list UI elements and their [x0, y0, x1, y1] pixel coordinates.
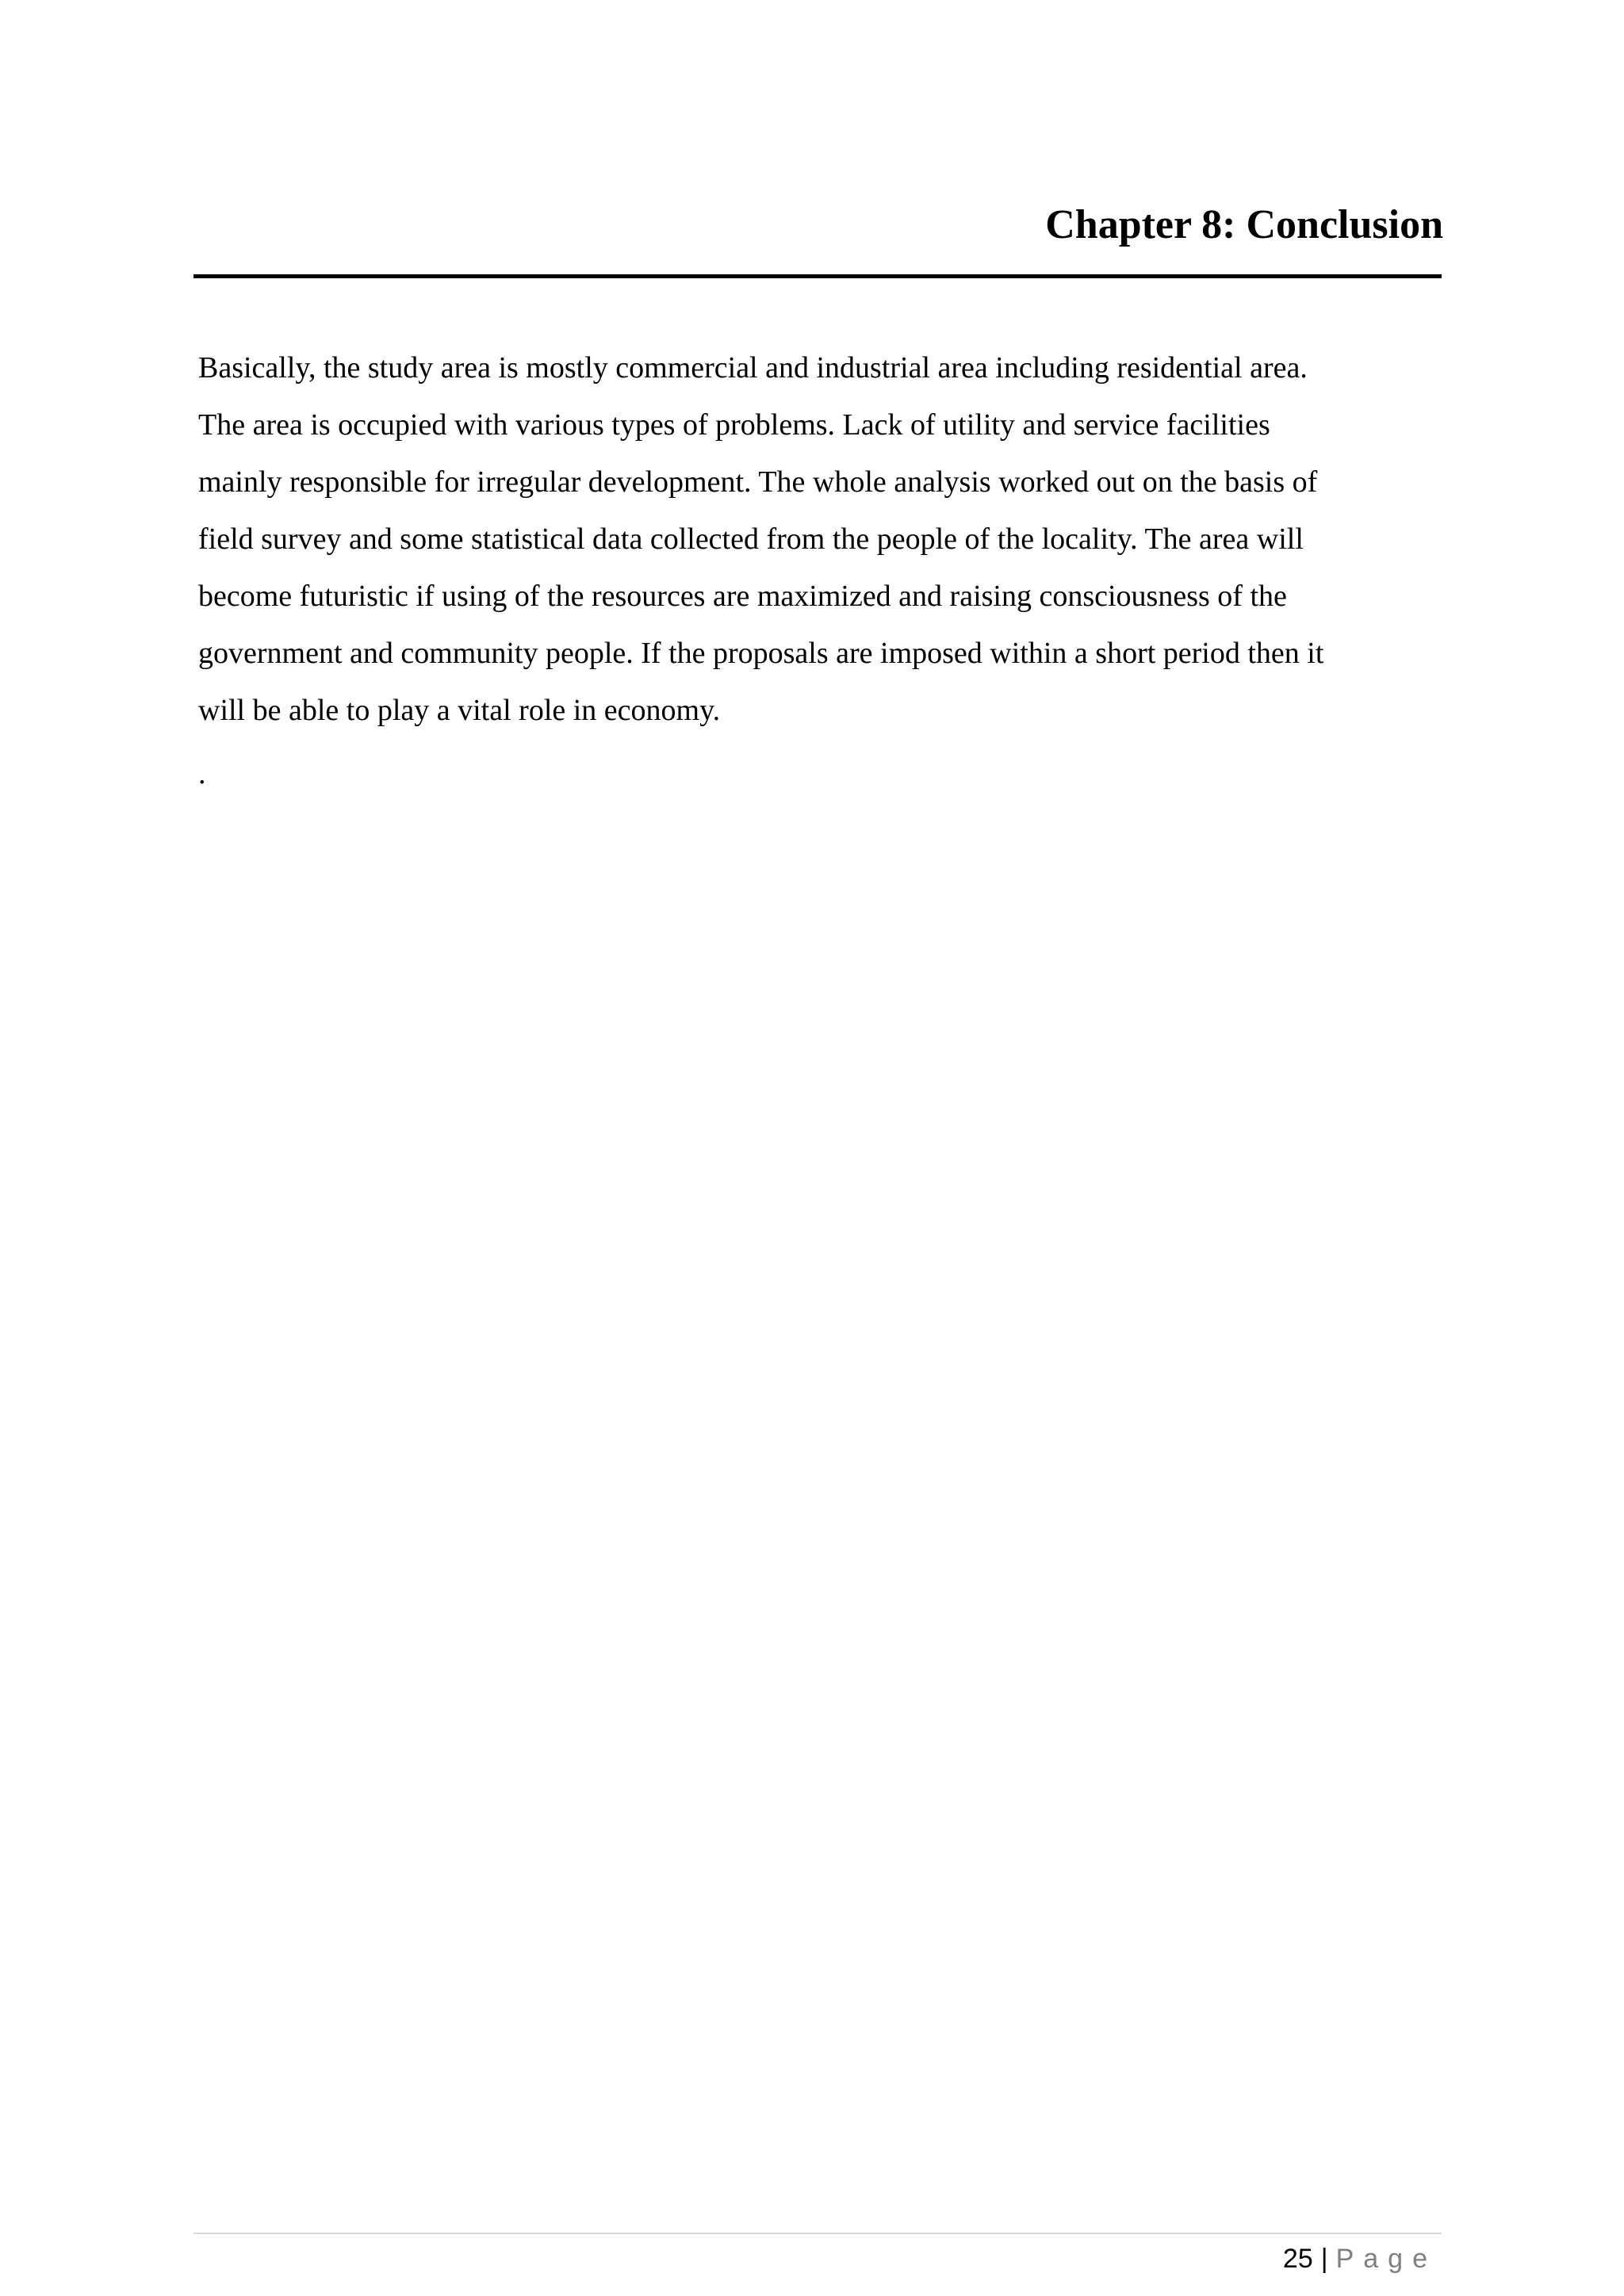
paragraph-line: will be able to play a vital role in economy.: [198, 694, 721, 727]
page-footer: [1283, 2237, 1437, 2280]
paragraph-line: Basically, the study area is mostly commercial and industrial area including residential area.: [198, 351, 1308, 385]
chapter-title: Chapter 8: Conclusion: [1045, 202, 1443, 247]
paragraph-line: field survey and some statistical data collected from the people of the locality. The area will: [198, 522, 1304, 556]
page-number: 25: [1282, 2244, 1313, 2274]
paragraph-line: mainly responsible for irregular development. The whole analysis worked out on the basis of: [198, 465, 1318, 499]
page-separator: |: [1320, 2244, 1328, 2274]
paragraph-line: The area is occupied with various types of problems. Lack of utility and service facilities: [198, 408, 1270, 442]
paragraph-line: government and community people. If the proposals are imposed within a short period then it: [198, 637, 1324, 670]
page-label: Page: [1335, 2244, 1437, 2274]
conclusion-paragraph: [198, 339, 1323, 739]
paragraph-line: become futuristic if using of the resources are maximized and raising consciousness of the: [198, 580, 1287, 613]
title-divider: [193, 274, 1442, 278]
trailing-period: .: [198, 757, 206, 790]
footer-divider: [193, 2233, 1442, 2234]
